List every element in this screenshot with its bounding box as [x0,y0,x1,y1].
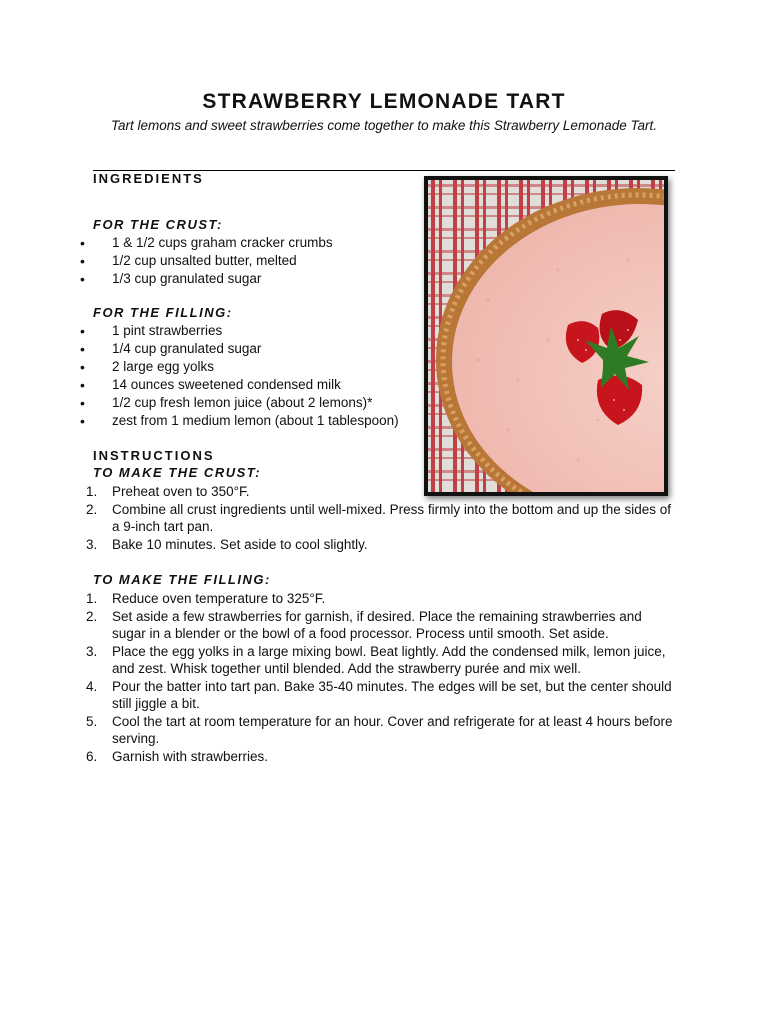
ingredient-text: 1/2 cup fresh lemon juice (about 2 lemons)* [112,395,373,410]
step-number: 6. [86,748,98,764]
step-number: 5. [86,713,98,729]
crust-ingredients-heading: FOR THE CRUST: [93,217,223,232]
filling-ingredients-heading: FOR THE FILLING: [93,305,233,320]
step-text: Cool the tart at room temperature for an hour. Cover and refrigerate for at least 4 hours before serving. [112,713,673,746]
ingredient-item [80,270,440,288]
step-text: Set aside a few strawberries for garnish, if desired. Place the remaining strawberries and sugar in a blender or the bowl of a food processor. Process until smooth. Set aside. [112,608,642,641]
instruction-step [86,608,676,643]
step-number: 1. [86,484,98,499]
make-crust-heading: TO MAKE THE CRUST: [93,465,262,480]
ingredient-text: 14 ounces sweetened condensed milk [112,377,341,392]
ingredient-item [80,322,440,340]
bullet-marker: • [80,253,85,269]
instruction-step [86,678,676,713]
step-number: 4. [86,678,98,694]
step-number: 2. [86,501,98,517]
make-filling-heading: TO MAKE THE FILLING: [93,572,271,587]
step-text: Combine all crust ingredients until well-mixed. Press firmly into the bottom and up the sides of a 9-inch tart pan. [112,501,672,534]
step-number: 1. [86,591,98,606]
ingredients-heading: INGREDIENTS [93,171,204,186]
step-text: Preheat oven to 350°F. [112,484,250,499]
step-number: 2. [86,608,98,624]
bullet-marker: • [80,341,85,357]
step-number: 3. [86,536,98,552]
ingredient-text: 1/4 cup granulated sugar [112,341,262,356]
ingredient-item [80,358,440,376]
ingredient-item [80,412,440,430]
recipe-title: STRAWBERRY LEMONADE TART [202,90,566,113]
instructions-heading: INSTRUCTIONS [93,448,215,463]
step-number: 3. [86,643,98,659]
step-text: Reduce oven temperature to 325°F. [112,591,326,606]
step-text: Place the egg yolks in a large mixing bowl. Beat lightly. Add the condensed milk, lemon juice, and zest. Whisk together until blended. Add the strawberry purée and mix well. [112,643,666,676]
filling-ingredients-list [80,322,440,430]
ingredient-text: 1 & 1/2 cups graham cracker crumbs [112,235,333,250]
bullet-marker: • [80,395,85,411]
ingredient-text: 1/2 cup unsalted butter, melted [112,253,297,268]
bullet-marker: • [80,377,85,393]
bullet-marker: • [80,413,85,429]
ingredient-text: 1 pint strawberries [112,323,223,338]
ingredient-text: 1/3 cup granulated sugar [112,271,262,286]
instruction-step [86,590,676,608]
ingredient-text: zest from 1 medium lemon (about 1 tablespoon) [112,413,399,428]
instruction-step [86,713,676,748]
instruction-step [86,748,676,766]
ingredient-text: 2 large egg yolks [112,359,215,374]
bullet-marker: • [80,271,85,287]
crust-ingredients-list [80,234,440,288]
filling-steps-list [86,590,676,765]
ingredient-item [80,394,440,412]
step-text: Garnish with strawberries. [112,748,269,764]
recipe-subtitle: Tart lemons and sweet strawberries come together to make this Strawberry Lemonade Tart. [110,118,657,133]
tart-photo [424,176,668,496]
instruction-step [86,643,676,678]
tart-photo-illustration [428,180,664,492]
instruction-step [86,501,676,536]
bullet-marker: • [80,235,85,251]
step-text: Bake 10 minutes. Set aside to cool slightly. [112,536,368,552]
ingredient-item [80,340,440,358]
ingredient-item [80,234,440,252]
bullet-marker: • [80,359,85,375]
ingredient-item [80,252,440,270]
ingredient-item [80,376,440,394]
step-text: Pour the batter into tart pan. Bake 35-40 minutes. The edges will be set, but the center should still jiggle a bit. [112,678,672,711]
instruction-step [86,536,676,554]
bullet-marker: • [80,323,85,339]
